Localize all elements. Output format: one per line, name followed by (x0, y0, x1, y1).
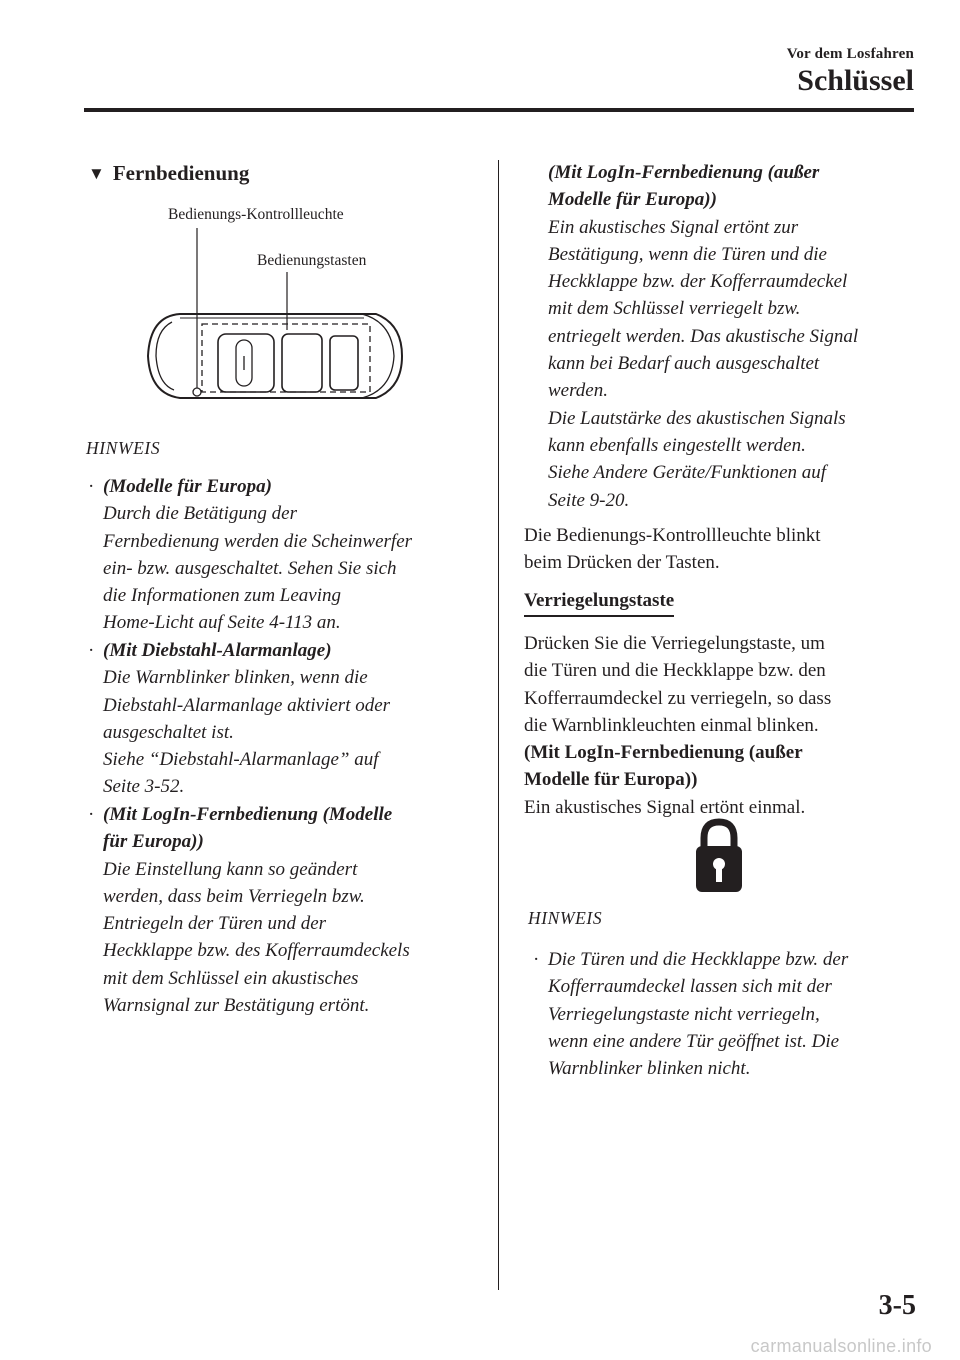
body-line: beim Drücken der Tasten. (524, 552, 720, 574)
note-line: ein- bzw. ausgeschaltet. Sehen Sie sich (103, 557, 397, 579)
note-line: Die Warnblinker blinken, wenn die (103, 667, 368, 689)
figure-label-indicator: Bedienungs-Kontrollleuchte (168, 206, 344, 223)
padlock-icon (696, 818, 742, 892)
note-line: Diebstahl-Alarmanlage aktiviert oder (103, 694, 391, 716)
lock-button-paragraph (524, 630, 831, 821)
note-line: wenn eine andere Tür geöffnet ist. Die (548, 1030, 840, 1052)
note-line: Verriegelungstaste nicht verriegeln, (548, 1003, 820, 1025)
page-title: Schlüssel (797, 64, 914, 97)
note-item-title: (Mit LogIn-Fernbedienung (Modelle (103, 804, 393, 825)
note-item-login (88, 801, 410, 1019)
note-line: Home-Licht auf Seite 4-113 an. (103, 612, 341, 634)
note-item-doors (533, 946, 849, 1082)
note-item-login-outside-europe (548, 159, 858, 514)
note-line: Seite 3-52. (103, 776, 185, 798)
section-title: Fernbedienung (112, 161, 250, 185)
watermark: carmanualsonline.info (750, 1336, 932, 1356)
body-line: Ein akustisches Signal ertönt einmal. (524, 796, 806, 818)
note-line: Seite 9-20. (548, 489, 630, 511)
note-item-alarm (88, 637, 391, 801)
note-item-title: (Mit LogIn-Fernbedienung (außer (548, 162, 820, 183)
note-line: Bestätigung, wenn die Türen und die (548, 243, 827, 265)
note-heading-left: HINWEIS (86, 438, 161, 458)
note-line: Die Türen und die Heckklappe bzw. der (548, 949, 849, 970)
note-line: Siehe “Diebstahl-Alarmanlage” auf (103, 749, 379, 771)
note-line: Heckklappe bzw. des Kofferraumdeckels (103, 940, 410, 962)
triangle-marker-icon: ▼ (88, 163, 105, 183)
note-line: werden. (548, 380, 608, 402)
note-line: Heckklappe bzw. der Kofferraumdeckel (548, 271, 848, 293)
note-line: ausgeschaltet ist. (103, 721, 234, 743)
note-item-europe (88, 473, 413, 637)
note-line: kann ebenfalls eingestellt werden. (548, 434, 806, 456)
note-item-title: für Europa)) (103, 831, 204, 853)
note-line: mit dem Schlüssel verriegelt bzw. (548, 298, 801, 320)
note-line: Warnblinker blinken nicht. (548, 1058, 751, 1080)
bullet-icon: · (88, 476, 95, 497)
note-item-title: Modelle für Europa)) (548, 189, 717, 211)
note-line: Siehe Andere Geräte/Funktionen auf (548, 462, 827, 484)
body-line: die Warnblinkleuchten einmal blinken. (524, 714, 819, 736)
body-line: Drücken Sie die Verriegelungstaste, um (524, 633, 825, 654)
bullet-icon: · (533, 949, 540, 970)
body-line: Kofferraumdeckel zu verriegeln, so dass (524, 687, 832, 709)
body-line-bold: (Mit LogIn-Fernbedienung (außer (524, 742, 803, 764)
note-line: werden, dass beim Verriegeln bzw. (103, 885, 365, 907)
indicator-paragraph (524, 522, 821, 577)
lock-button-heading: Verriegelungstaste (524, 590, 674, 617)
note-line: Kofferraumdeckel lassen sich mit der (548, 976, 832, 998)
page-number: 3-5 (878, 1290, 916, 1321)
figure-label-buttons: Bedienungstasten (257, 252, 367, 269)
note-item-title: (Mit Diebstahl-Alarmanlage) (103, 640, 332, 661)
bullet-icon: · (88, 804, 95, 825)
bullet-icon: · (88, 640, 95, 661)
key-fob-illustration (140, 198, 410, 418)
body-line-bold: Modelle für Europa)) (524, 769, 698, 791)
section-heading (88, 161, 249, 186)
note-item-title: (Modelle für Europa) (103, 476, 272, 497)
note-line: Die Einstellung kann so geändert (103, 858, 358, 880)
note-line: kann bei Bedarf auch ausgeschaltet (548, 353, 820, 375)
note-line: Warnsignal zur Bestätigung ertönt. (103, 995, 370, 1017)
note-line: mit dem Schlüssel ein akustisches (103, 967, 359, 989)
note-line: Die Lautstärke des akustischen Signals (548, 407, 846, 429)
chapter-title: Vor dem Losfahren (786, 46, 914, 62)
body-line: die Türen und die Heckklappe bzw. den (524, 660, 826, 682)
note-heading-right: HINWEIS (528, 908, 603, 928)
column-divider (498, 160, 499, 1290)
note-line: Durch die Betätigung der (103, 503, 298, 525)
body-line: Die Bedienungs-Kontrollleuchte blinkt (524, 525, 821, 546)
note-line: entriegelt werden. Das akustische Signal (548, 325, 859, 347)
note-line: Ein akustisches Signal ertönt zur (548, 216, 799, 238)
note-line: Fernbedienung werden die Scheinwerfer (103, 530, 413, 552)
note-line: die Informationen zum Leaving (103, 585, 342, 607)
note-line: Entriegeln der Türen und der (103, 913, 327, 935)
header-rule (84, 108, 914, 112)
